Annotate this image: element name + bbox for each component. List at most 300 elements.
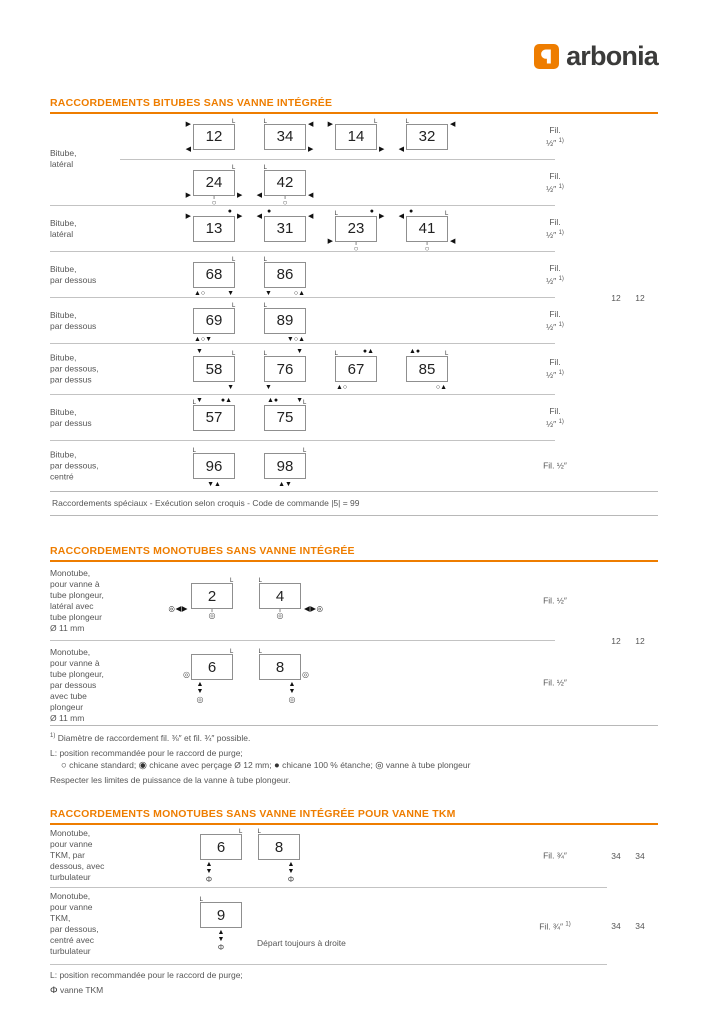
flow-arrow-icon: ▼: [287, 868, 295, 876]
connection-code: 41: [418, 220, 436, 237]
diagram-group: [185, 207, 456, 253]
connection-diagram: [192, 396, 235, 431]
connection-diagram: [327, 207, 385, 253]
marker-group-icon: ●▲: [220, 396, 232, 404]
marker-group-icon: ◎◀▶: [168, 603, 188, 613]
label-line: Ø 11 mm: [50, 713, 85, 723]
footnote: $^{1)}$ Diamètre de raccordement fil. ⅜″ et fil. ¾″ possible.: [50, 732, 251, 743]
connection-diagram: [264, 396, 307, 431]
plunger-valve-icon: ◎: [196, 695, 204, 705]
footnotes: [50, 731, 658, 786]
flow-arrow-icon: ▼: [296, 348, 303, 355]
connection-code: 24: [205, 174, 223, 191]
flow-arrow-icon: ▶: [327, 237, 333, 245]
flow-arrow-icon: ◀: [308, 212, 314, 220]
connection-code: 57: [205, 409, 223, 426]
connection-code-box: [264, 170, 306, 196]
diagram-group: [168, 578, 324, 621]
table-note: Raccordements spéciaux - Exécution selon croquis - Code de commande |5| = 99: [52, 498, 360, 508]
flow-arrow-icon: ▼: [196, 348, 203, 355]
thread-spec-line: ½″ $^{1)}$: [546, 369, 564, 380]
purge-position-marker: L: [232, 302, 236, 309]
label-line: par dessous: [50, 320, 97, 331]
thread-spec: [505, 596, 605, 607]
connection-code-box: [264, 262, 306, 288]
thread-spec-line: Fil.: [549, 308, 561, 319]
thread-spec: [505, 678, 605, 689]
purge-position-marker: L: [232, 164, 236, 171]
connection-diagram: [193, 256, 236, 297]
connection-code: 6: [207, 658, 217, 676]
row-label: [50, 568, 104, 634]
flow-arrow-icon: ▼: [227, 384, 234, 391]
label-line: pour vanne: [50, 901, 93, 912]
connection-code-box: [193, 308, 235, 334]
connection-code: 9: [216, 906, 226, 924]
connection-code: 8: [275, 658, 285, 676]
label-line: Monotube,: [50, 568, 91, 578]
connection-code-box: [193, 216, 235, 242]
chicane-drilled-icon: ◉: [138, 759, 147, 771]
label-line: Monotube,: [50, 647, 91, 657]
diagram-group: [193, 256, 306, 297]
footnote-ref: 1): [565, 921, 571, 928]
marker-group-icon: ▲●: [409, 348, 421, 355]
connection-diagram: [185, 207, 243, 242]
purge-position-marker: L: [230, 578, 234, 585]
connection-code: 96: [205, 457, 223, 475]
row-divider: [50, 964, 607, 965]
thread-spec-line: Fil. ½″: [543, 460, 567, 471]
table-row: [50, 888, 658, 964]
connection-diagram: [199, 897, 242, 953]
connection-code-box: [191, 583, 233, 609]
tkm-valve-icon: Φ: [205, 875, 213, 885]
connection-code: 86: [276, 266, 294, 283]
table-row: [50, 641, 658, 725]
connection-diagram: [334, 348, 377, 391]
plunger-valve-icon: ◎: [288, 695, 296, 705]
marker-group-icon: ○▲: [435, 384, 447, 391]
purge-position-marker: L: [263, 302, 267, 309]
chicane-sealed-icon: ●: [369, 207, 374, 215]
page-ref: 34: [635, 920, 645, 931]
page-ref: 12: [630, 636, 650, 646]
purge-position-marker: L: [263, 256, 267, 263]
flow-arrow-icon: ▶: [308, 145, 314, 153]
diagram-group: [199, 897, 242, 953]
label-line: par dessous,: [50, 460, 99, 471]
purge-position-marker: L: [374, 118, 378, 125]
tkm-valve-icon: Φ: [287, 875, 295, 885]
section-mono: [50, 545, 658, 786]
chicane-standard-icon: ○: [353, 243, 359, 253]
label-line: pour vanne à: [50, 658, 100, 668]
connection-code: 85: [418, 360, 436, 378]
connection-code: 76: [276, 360, 294, 378]
label-line: centré avec: [50, 934, 94, 945]
connection-code-box: [191, 654, 233, 680]
page-ref: 34: [635, 850, 645, 861]
purge-position-marker: L: [445, 210, 449, 217]
thread-spec-line: Fil. ½″: [543, 595, 567, 606]
thread-spec: [505, 217, 605, 241]
connection-diagram: [258, 649, 309, 705]
diagram-group: [192, 396, 307, 431]
connection-code-box: [406, 356, 448, 382]
connection-diagram: [327, 118, 385, 153]
chicane-sealed-icon: ●: [267, 207, 272, 215]
connection-diagram: [185, 118, 236, 153]
flow-arrow-icon: ▼: [288, 688, 296, 696]
marker-group-icon: ◀▶◎: [304, 603, 324, 613]
label-line: tube plongeur,: [50, 669, 104, 679]
marker-group-icon: ▲○▼: [194, 335, 213, 343]
plunger-valve-icon: ◎: [183, 670, 190, 680]
label-line: par dessous,: [50, 363, 99, 374]
brand-wordmark: arbonia: [566, 41, 658, 71]
thread-spec: [505, 919, 605, 932]
connection-diagram: [168, 578, 234, 621]
purge-position-marker: L: [303, 399, 307, 406]
label-line: latéral avec: [50, 601, 94, 611]
page-ref: 12: [606, 636, 626, 646]
label-line: turbulateur: [50, 945, 91, 956]
connection-code-box: [200, 902, 242, 928]
page-refs: [606, 293, 654, 303]
connection-code-box: [259, 583, 301, 609]
table-row: [50, 344, 658, 394]
label-line: Bitube,: [50, 217, 77, 228]
flow-arrow-icon: ▶: [237, 212, 243, 220]
legend-label: vanne à tube plongeur: [383, 759, 471, 770]
thread-spec: [505, 850, 605, 861]
diagram-group: [193, 348, 449, 391]
row-label: [50, 353, 99, 386]
connection-diagram: [193, 348, 236, 391]
chicane-standard-icon: ○: [424, 243, 430, 253]
marker-group-icon: ▼▲: [207, 481, 221, 488]
chicane-sealed-icon: ●: [409, 207, 414, 215]
thread-spec: [505, 357, 605, 381]
diagram-group: [185, 164, 314, 207]
flow-arrow-icon: ▼: [217, 936, 225, 944]
purge-position-marker: L: [303, 448, 307, 454]
thread-spec-line: Fil. ¾″ $^{1)}$: [539, 921, 571, 932]
table-row: [50, 206, 658, 251]
flow-arrow-icon: ▶: [379, 145, 385, 153]
label-line: tube plongeur,: [50, 590, 104, 600]
label-line: TKM,: [50, 912, 71, 923]
plunger-valve-icon: ◎: [375, 759, 384, 771]
label-line: plongeur: [50, 702, 84, 712]
row-label: [50, 891, 99, 957]
connection-code-box: [193, 405, 235, 431]
flow-arrow-icon: ▶: [185, 120, 191, 128]
connection-code-box: [264, 453, 306, 479]
marker-group-icon: ○▲: [293, 289, 305, 297]
tkm-valve-icon: Φ: [50, 984, 58, 996]
purge-position-marker: L: [263, 164, 267, 171]
connection-code: 23: [347, 220, 365, 237]
connection-diagram: [263, 348, 306, 391]
diagram-group: [183, 649, 309, 705]
connection-code-box: [264, 356, 306, 382]
thread-spec-line: Fil.: [549, 216, 561, 227]
table-row: [50, 298, 658, 343]
thread-spec: [505, 125, 605, 149]
purge-position-marker: L: [258, 578, 262, 585]
label-line: Monotube,: [50, 890, 91, 901]
connection-diagram: [398, 118, 456, 153]
label-line: pour vanne à: [50, 579, 100, 589]
thread-spec-line: ½″ $^{1)}$: [546, 418, 564, 429]
connection-code-box: [258, 834, 300, 860]
diagram-group: [193, 302, 306, 343]
marker-group-icon: [288, 862, 295, 884]
purge-position-marker: L: [232, 351, 236, 357]
label-line: TKM, par: [50, 849, 85, 860]
thread-spec-line: ½″ $^{1)}$: [546, 229, 564, 240]
connection-code-box: [264, 405, 306, 431]
table-row: [50, 441, 658, 491]
row-label: [50, 828, 104, 883]
flow-arrow-icon: ◀: [185, 145, 191, 153]
section-title: RACCORDEMENTS MONOTUBES SANS VANNE INTÉGRÉE POUR VANNE TKM: [50, 807, 456, 820]
connection-code-box: [335, 124, 377, 150]
label-line: par dessous,: [50, 923, 99, 934]
thread-spec: [505, 461, 605, 472]
thread-spec-line: ½″ $^{1)}$: [546, 137, 564, 148]
thread-spec-line: Fil. ¾″: [543, 850, 567, 861]
thread-spec: [505, 406, 605, 430]
label-line: pour vanne: [50, 838, 93, 849]
connection-code-box: [193, 124, 235, 150]
label-line: Bitube,: [50, 352, 77, 363]
section-bitube: [50, 97, 658, 516]
purge-position-marker: L: [230, 649, 234, 656]
table-row: [50, 252, 658, 303]
connection-diagram: [193, 302, 236, 343]
marker-group-icon: ▲○: [336, 384, 348, 391]
flow-arrow-icon: ◀: [308, 191, 314, 199]
connection-diagram: [264, 448, 307, 488]
row-label: [50, 647, 104, 724]
marker-group-icon: ▼○▲: [286, 335, 305, 343]
page-ref: 34: [611, 850, 621, 861]
tkm-valve-icon: Φ: [217, 943, 225, 953]
connection-diagram: [406, 348, 449, 391]
thread-spec: [505, 171, 605, 195]
section-title: RACCORDEMENTS MONOTUBES SANS VANNE INTÉGRÉE: [50, 545, 355, 557]
connection-diagram: [257, 829, 300, 885]
flow-arrow-icon: ◀: [450, 237, 456, 245]
page-refs: [606, 636, 654, 646]
connection-diagram: [263, 118, 314, 153]
section-title: RACCORDEMENTS BITUBES SANS VANNE INTÉGRÉE: [50, 97, 333, 109]
label-line: Bitube,: [50, 148, 77, 158]
purge-position-marker: L: [263, 118, 267, 125]
legend-label: chicane standard;: [66, 759, 139, 770]
row-label: [50, 310, 96, 332]
connection-diagram: [185, 164, 243, 207]
purge-position-marker: L: [239, 829, 243, 836]
flow-arrow-icon: ▶: [185, 212, 191, 220]
connection-code-box: [406, 124, 448, 150]
connection-code-box: [259, 654, 301, 680]
footnote: [50, 985, 658, 996]
row-label: [50, 218, 76, 240]
flow-arrow-icon: ▲: [288, 681, 296, 689]
connection-code: 4: [275, 587, 285, 605]
connection-diagram: [192, 448, 235, 488]
connection-diagram: [258, 578, 324, 621]
table-row: [50, 114, 658, 169]
connection-code: 6: [216, 838, 226, 856]
connection-diagram: [263, 256, 306, 297]
flow-arrow-icon: ◀: [450, 120, 456, 128]
purge-position-marker: L: [192, 399, 196, 406]
table-row: [50, 160, 658, 205]
thread-spec-line: ½″ $^{1)}$: [546, 275, 564, 286]
purge-position-marker: L: [263, 351, 267, 357]
connection-code-box: [335, 356, 377, 382]
footnote-ref: 1): [558, 418, 564, 425]
label-line: turbulateur: [50, 871, 91, 882]
label-line: Bitube,: [50, 449, 77, 460]
table-bottom-rule: [50, 515, 658, 516]
connection-code: 69: [205, 312, 223, 329]
legend-label: vanne TKM: [57, 984, 104, 995]
flow-arrow-icon: ▲: [196, 681, 204, 689]
connection-code-box: [193, 262, 235, 288]
plunger-valve-icon: ◎: [302, 670, 309, 680]
connection-code: 67: [347, 360, 365, 378]
flow-arrow-icon: ▼: [296, 396, 303, 404]
marker-group-icon: ●▲: [362, 348, 374, 355]
label-line: Bitube,: [50, 263, 77, 274]
connection-diagram: [256, 164, 314, 207]
connection-code-box: [200, 834, 242, 860]
label-line: dessous, avec: [50, 860, 105, 871]
flow-arrow-icon: ▼: [196, 688, 204, 696]
connection-code: 68: [205, 266, 223, 283]
purge-position-marker: L: [334, 351, 338, 357]
row-label: [50, 264, 96, 286]
purge-position-marker: L: [192, 448, 196, 454]
thread-spec-line: Fil.: [549, 124, 561, 135]
page-ref: 12: [606, 293, 626, 303]
footnote-ref: 1): [558, 183, 564, 190]
connection-code-box: [193, 170, 235, 196]
row-label: [50, 450, 99, 483]
connection-code-box: [264, 124, 306, 150]
flow-arrow-icon: ▼: [265, 289, 272, 297]
footnote: [50, 760, 658, 771]
thread-spec-line: Fil.: [549, 357, 561, 368]
connection-code: 58: [205, 360, 223, 378]
purge-position-marker: L: [334, 210, 338, 217]
connection-code: 8: [274, 838, 284, 856]
marker-group-icon: ▲○: [194, 289, 206, 297]
marker-group-icon: [206, 862, 213, 884]
label-line: avec tube: [50, 691, 87, 701]
chicane-sealed-icon: ●: [227, 207, 232, 215]
flow-arrow-icon: ◀: [256, 212, 262, 220]
connection-code: 42: [276, 174, 294, 191]
footnote: L: position recommandée pour le raccord de purge;: [50, 969, 243, 980]
connection-diagram: [183, 649, 234, 705]
diagram-group: [192, 448, 307, 488]
purge-position-marker: L: [405, 118, 409, 125]
section-tkm: [50, 808, 658, 996]
label-line: par dessus: [50, 417, 92, 428]
purge-position-marker: L: [257, 829, 261, 836]
footnote-ref: 1): [558, 137, 564, 144]
label-line: Bitube,: [50, 406, 77, 417]
flow-arrow-icon: ◀: [398, 145, 404, 153]
chicane-standard-icon: ○: [282, 197, 288, 207]
connection-code-box: [264, 308, 306, 334]
label-line: par dessous: [50, 680, 97, 690]
thread-spec-line: Fil.: [549, 170, 561, 181]
connection-code: 75: [276, 409, 294, 426]
page-ref: 34: [611, 920, 621, 931]
connection-code: 89: [276, 312, 294, 329]
row-divider: [50, 725, 658, 726]
flow-arrow-icon: ▼: [265, 384, 272, 391]
marker-group-icon: [289, 682, 296, 704]
table-row: [50, 825, 658, 887]
flow-arrow-icon: ▼: [196, 396, 203, 404]
connection-code: 13: [205, 220, 223, 237]
flow-arrow-icon: ▶: [327, 120, 333, 128]
purge-position-marker: L: [232, 256, 236, 263]
label-line: Ø 11 mm: [50, 623, 85, 633]
connection-code: 98: [276, 457, 294, 475]
connection-code-box: [264, 216, 306, 242]
footnote-marker: 1): [50, 733, 56, 739]
connection-code-box: [335, 216, 377, 242]
footnotes: [50, 970, 658, 996]
footnote-ref: 1): [558, 229, 564, 236]
label-line: tube plongeur: [50, 612, 102, 622]
purge-position-marker: L: [232, 118, 236, 125]
connection-code: 2: [207, 587, 217, 605]
connection-code-box: [193, 453, 235, 479]
footnote-ref: 1): [558, 321, 564, 328]
label-line: latéral: [50, 228, 74, 239]
connection-diagram: [256, 207, 314, 242]
page-content: [50, 0, 658, 996]
purge-position-marker: L: [199, 897, 203, 904]
connection-diagram: [200, 829, 243, 885]
chicane-standard-icon: ○: [61, 759, 67, 771]
connection-code: 32: [418, 128, 436, 145]
flow-arrow-icon: ▼: [205, 868, 213, 876]
marker-group-icon: [197, 682, 204, 704]
table-row: [50, 395, 658, 440]
thread-spec-line: ½″ $^{1)}$: [546, 183, 564, 194]
thread-spec-line: ½″ $^{1)}$: [546, 321, 564, 332]
thread-spec-line: Fil.: [549, 262, 561, 273]
flow-arrow-icon: ◀: [398, 212, 404, 220]
table-row: [50, 562, 658, 646]
diagram-group: [185, 118, 456, 153]
plunger-valve-icon: ◎: [276, 611, 284, 621]
chicane-sealed-icon: ●: [273, 759, 280, 771]
thread-spec-line: Fil. ½″: [543, 677, 567, 688]
